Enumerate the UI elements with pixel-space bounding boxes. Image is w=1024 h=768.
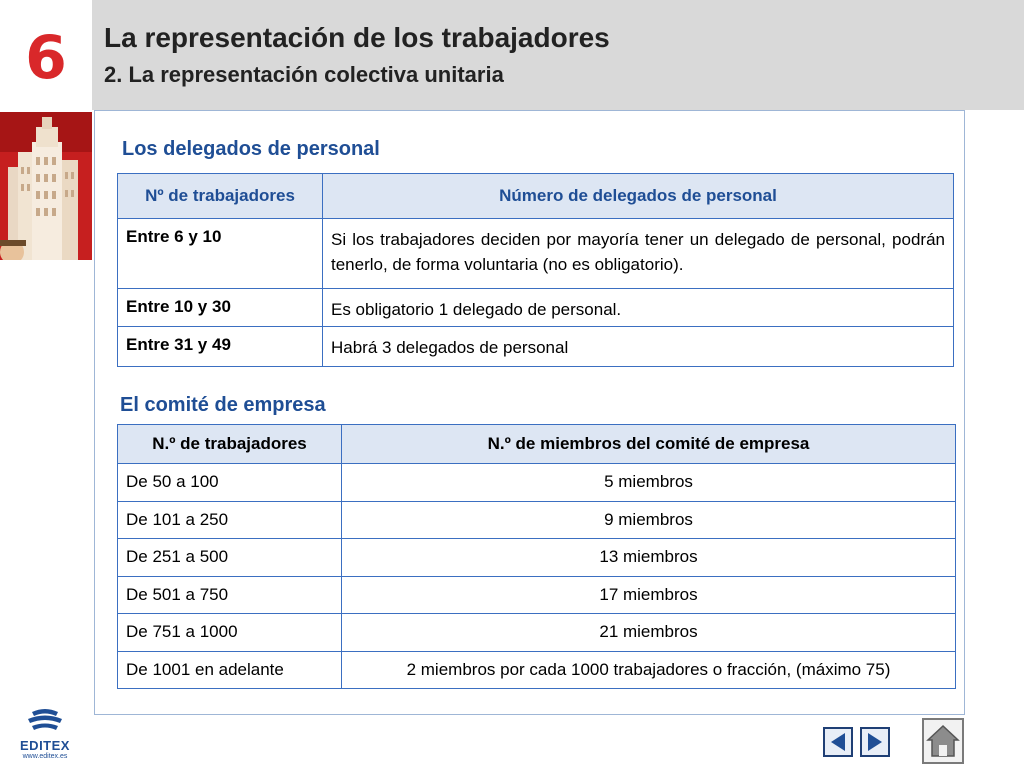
- logo-text: EDITEX: [20, 738, 70, 753]
- table-cell: De 1001 en adelante: [118, 651, 342, 689]
- table-cell: 21 miembros: [342, 614, 956, 652]
- chapter-number: 6: [25, 23, 67, 93]
- table-cell: Entre 31 y 49: [118, 327, 323, 367]
- table-cell: Entre 6 y 10: [118, 219, 323, 289]
- table-row: [118, 614, 956, 652]
- table-row: [118, 464, 956, 502]
- table-header-row: [118, 174, 954, 219]
- column-header: N.º de trabajadores: [118, 425, 342, 464]
- table-header-row: [118, 425, 956, 464]
- logo-url: www.editex.es: [22, 753, 68, 760]
- column-header: Número de delegados de personal: [323, 174, 954, 219]
- table-row: [118, 219, 954, 289]
- table-cell: De 751 a 1000: [118, 614, 342, 652]
- column-header: N.º de miembros del comité de empresa: [342, 425, 956, 464]
- table-cell: Si los trabajadores deciden por mayoría tener un delegado de personal, podrán tenerlo, de forma voluntaria (no es obligatorio).: [323, 219, 954, 289]
- table-cell: De 251 a 500: [118, 539, 342, 577]
- table-cell: De 50 a 100: [118, 464, 342, 502]
- section-title-comite: El comité de empresa: [120, 394, 326, 416]
- table-cell: De 501 a 750: [118, 576, 342, 614]
- table-row: [118, 651, 956, 689]
- table-cell: 13 miembros: [342, 539, 956, 577]
- delegados-table: [117, 173, 954, 367]
- table-cell: Es obligatorio 1 delegado de personal.: [323, 289, 954, 327]
- table-cell: Habrá 3 delegados de personal: [323, 327, 954, 367]
- home-icon[interactable]: [922, 718, 964, 764]
- table-cell: 17 miembros: [342, 576, 956, 614]
- chapter-number-box: [0, 0, 92, 110]
- section-title-delegados: Los delegados de personal: [122, 138, 380, 160]
- buildings-illustration: [0, 112, 92, 260]
- table-row: [118, 289, 954, 327]
- page-title: La representación de los trabajadores: [104, 22, 610, 53]
- table-row: [118, 501, 956, 539]
- table-row: [118, 327, 954, 367]
- table-cell: 9 miembros: [342, 501, 956, 539]
- previous-arrow-icon[interactable]: [823, 727, 853, 757]
- table-cell: De 101 a 250: [118, 501, 342, 539]
- comite-table: [117, 424, 956, 689]
- page-subtitle: 2. La representación colectiva unitaria: [104, 62, 504, 87]
- table-cell: 2 miembros por cada 1000 trabajadores o fracción, (máximo 75): [342, 651, 956, 689]
- table-cell: 5 miembros: [342, 464, 956, 502]
- table-cell: Entre 10 y 30: [118, 289, 323, 327]
- table-row: [118, 576, 956, 614]
- column-header: Nº de trabajadores: [118, 174, 323, 219]
- next-arrow-icon[interactable]: [860, 727, 890, 757]
- table-row: [118, 539, 956, 577]
